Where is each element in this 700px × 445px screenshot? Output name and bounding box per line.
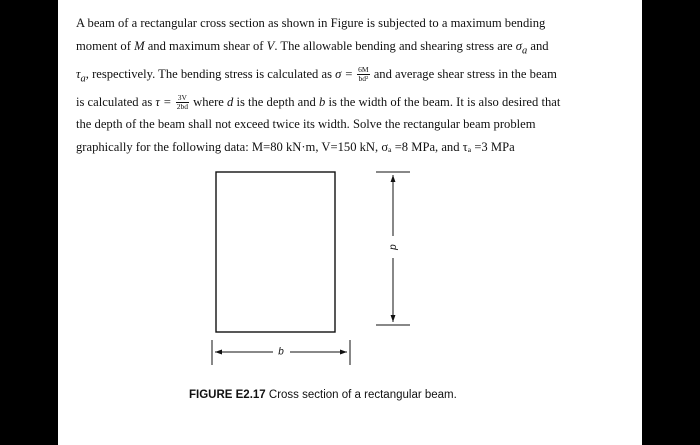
width-label: b bbox=[278, 346, 284, 358]
var-b: b bbox=[319, 94, 326, 109]
var-sigma-a: σ bbox=[515, 38, 522, 53]
text-run: where bbox=[189, 94, 228, 109]
subscript-a: a bbox=[80, 73, 86, 85]
tau-equals: τ = bbox=[155, 94, 172, 109]
text-run: and maximum shear of bbox=[144, 38, 267, 53]
fraction-denominator: 2bd bbox=[176, 102, 188, 112]
fraction-numerator: 6M bbox=[358, 65, 369, 75]
beam-cross-section-figure bbox=[58, 0, 642, 445]
text-run: is the width of the beam. It is also desired that bbox=[325, 94, 561, 109]
var-tau-a: τ bbox=[76, 66, 81, 81]
caption-label: FIGURE E2.17 bbox=[189, 389, 266, 401]
text-run: , respectively. The bending stress is calculated as bbox=[85, 66, 336, 81]
depth-label: d bbox=[387, 244, 399, 250]
caption-text: Cross section of a rectangular beam. bbox=[265, 389, 457, 401]
fraction-denominator: bd² bbox=[358, 74, 369, 84]
text-run: is the depth and bbox=[233, 94, 320, 109]
text-run: A beam of a rectangular cross section as shown in Figure is subjected to a maximum bending bbox=[76, 16, 546, 30]
text-run: graphically for the following data: M=80 kN·m, V=150 kN, σₐ =8 MPa, and τₐ =3 MPa bbox=[76, 139, 515, 154]
subscript-a: a bbox=[521, 45, 528, 57]
var-V: V bbox=[266, 38, 275, 53]
var-d: d bbox=[227, 94, 234, 109]
document-page bbox=[58, 0, 642, 445]
text-run: and average shear stress in the beam bbox=[370, 66, 557, 81]
sigma-equals: σ = bbox=[335, 66, 353, 81]
text-run: moment of bbox=[76, 38, 135, 53]
beam-rectangle bbox=[216, 172, 335, 332]
fraction-numerator: 3V bbox=[176, 94, 189, 103]
text-run: and bbox=[527, 38, 549, 53]
text-run: the depth of the beam shall not exceed twice its width. Solve the rectangular beam problem bbox=[76, 117, 536, 132]
figure-caption bbox=[189, 389, 457, 401]
var-M: M bbox=[134, 38, 145, 53]
text-run: is calculated as bbox=[76, 94, 156, 109]
text-run: . The allowable bending and shearing stress are bbox=[274, 38, 516, 53]
